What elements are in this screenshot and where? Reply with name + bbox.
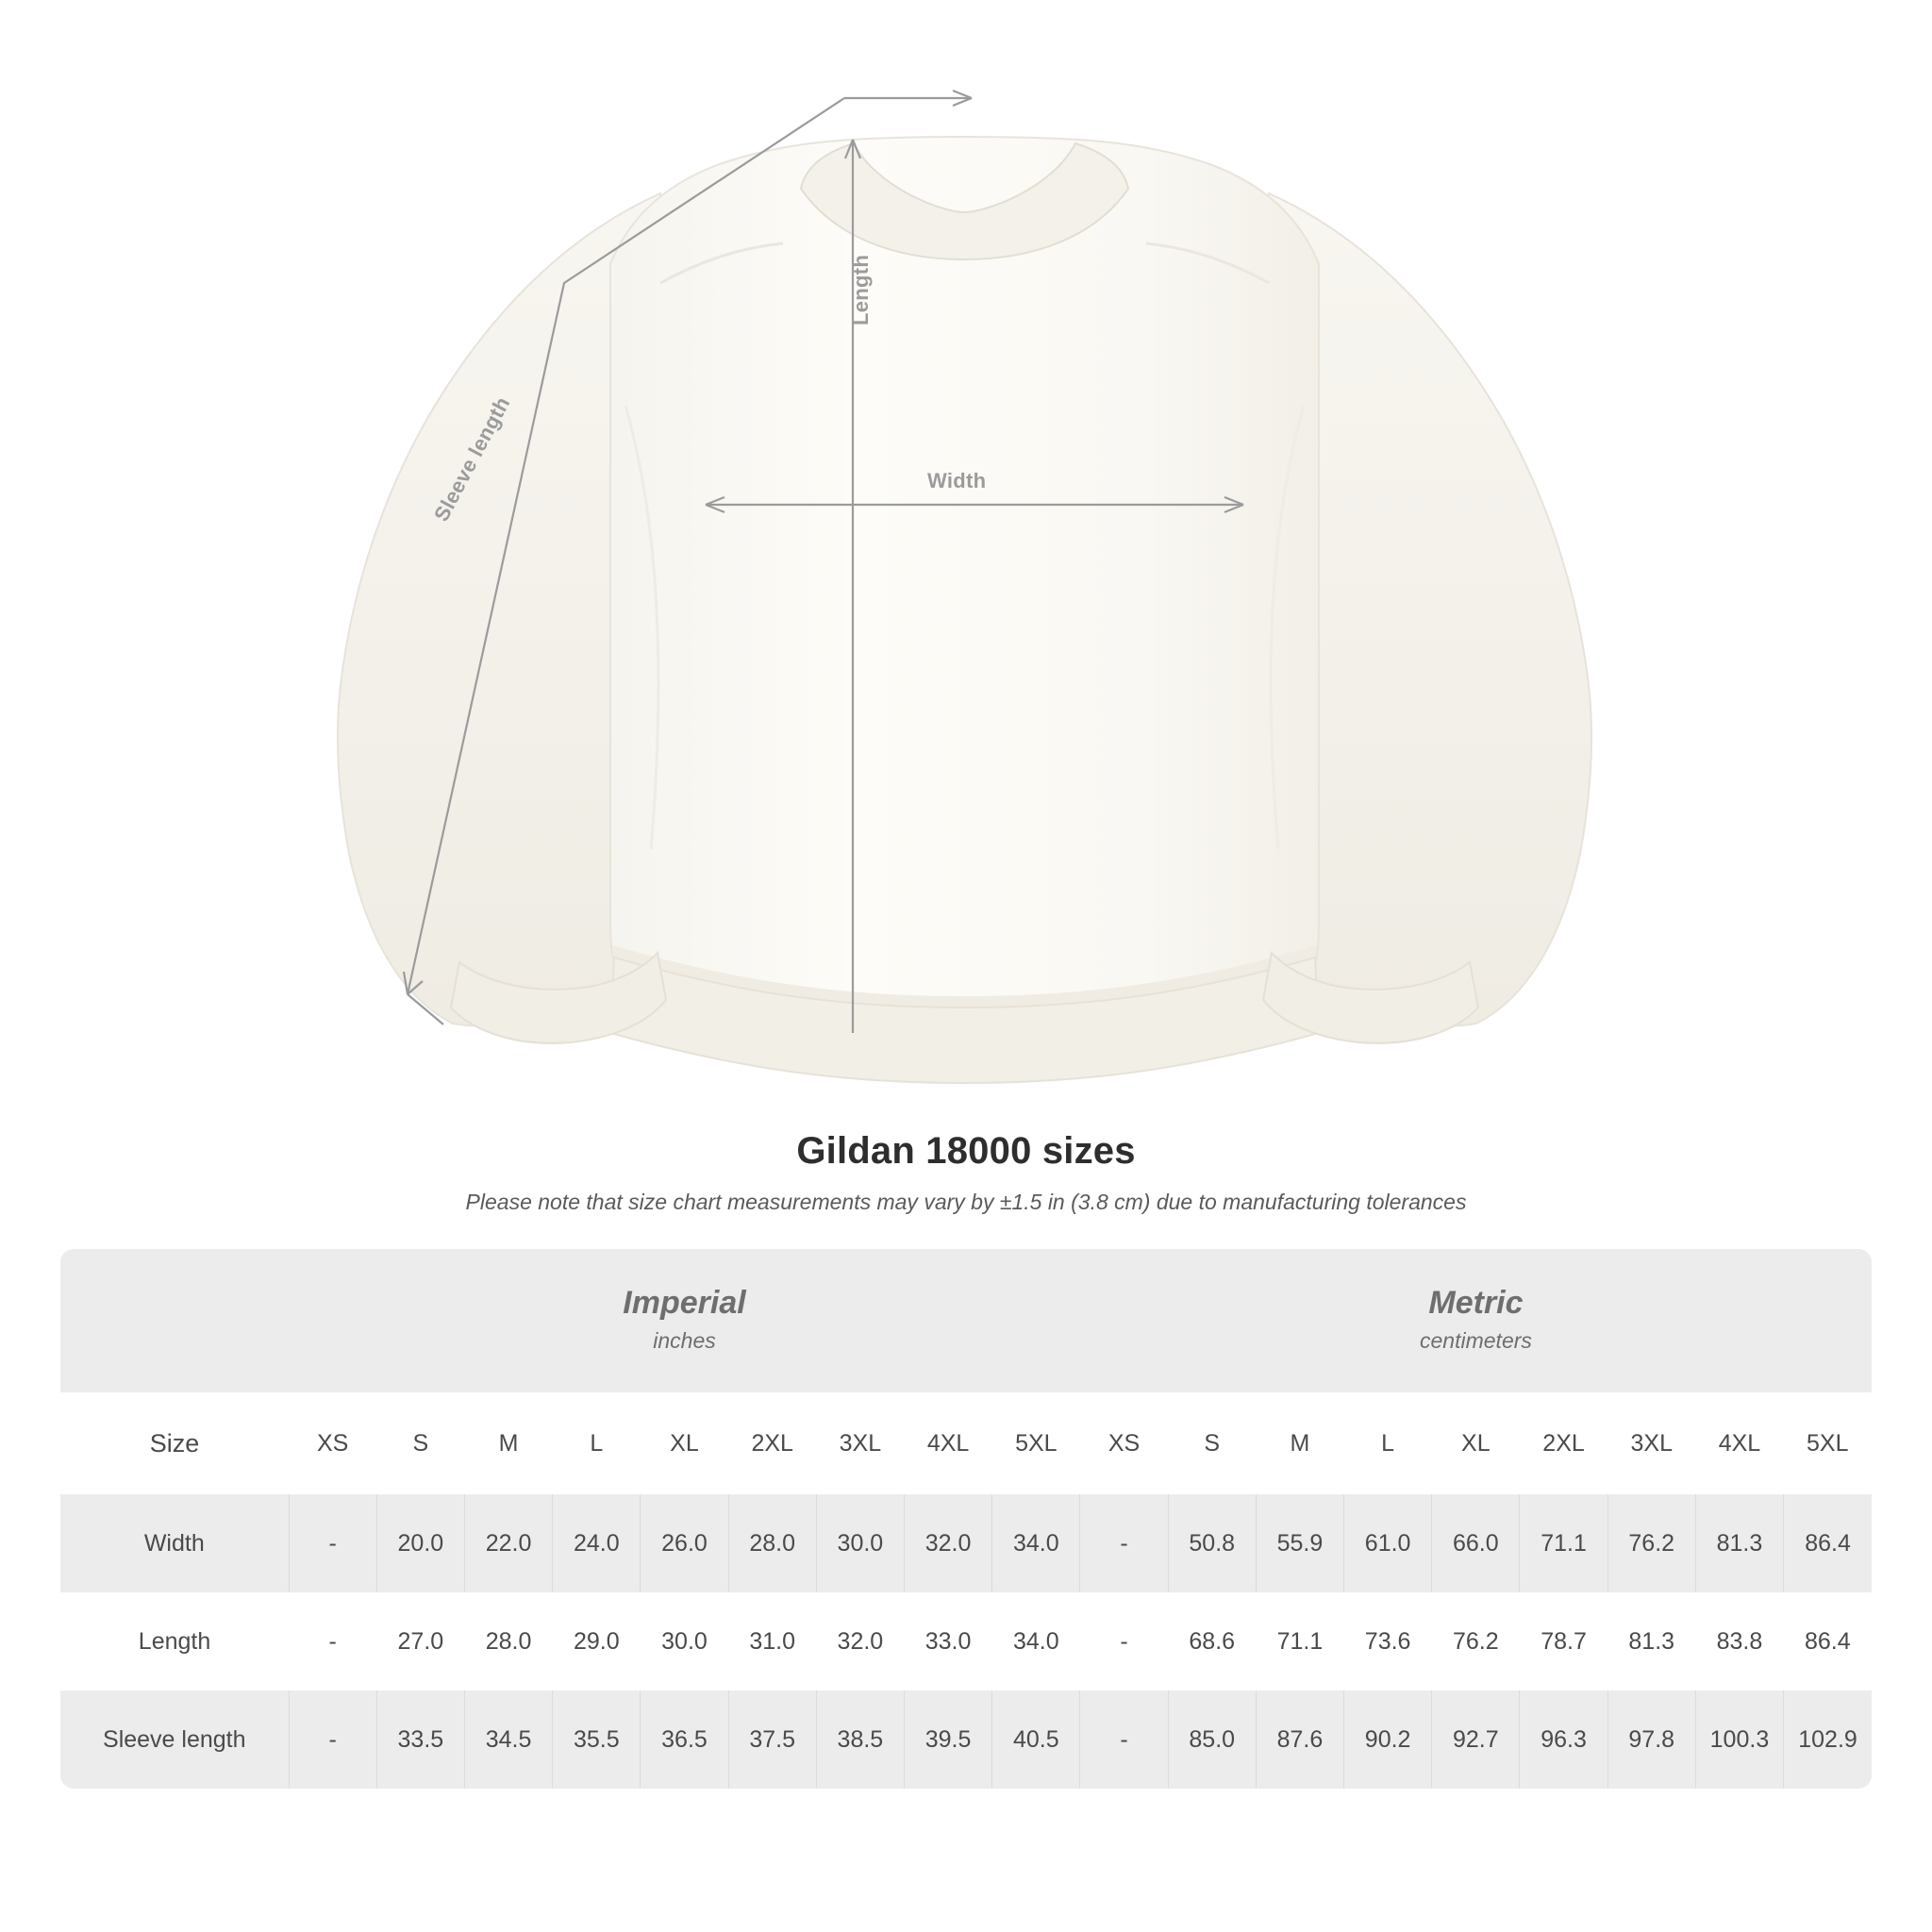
sleeve-3xl-cm: 97.8 xyxy=(1607,1690,1695,1789)
row-label-length: Length xyxy=(60,1592,289,1690)
metric-label: Metric xyxy=(1428,1285,1524,1322)
length-s-in: 27.0 xyxy=(376,1592,464,1690)
size-header-2xl-imperial: 2XL xyxy=(728,1392,816,1494)
size-header-l-imperial: L xyxy=(553,1392,641,1494)
width-2xl-in: 28.0 xyxy=(728,1494,816,1592)
row-label-width: Width xyxy=(60,1494,289,1592)
length-measure-label: Length xyxy=(849,254,873,325)
size-header-s-metric: S xyxy=(1168,1392,1256,1494)
length-xl-cm: 76.2 xyxy=(1432,1592,1520,1690)
width-l-in: 24.0 xyxy=(553,1494,641,1592)
length-3xl-in: 32.0 xyxy=(816,1592,904,1690)
width-m-cm: 55.9 xyxy=(1256,1494,1343,1592)
length-l-cm: 73.6 xyxy=(1344,1592,1432,1690)
length-2xl-cm: 78.7 xyxy=(1520,1592,1607,1690)
length-xs-in: - xyxy=(289,1592,376,1690)
size-table xyxy=(60,1249,1872,1789)
length-xl-in: 30.0 xyxy=(641,1592,728,1690)
metric-unit: centimeters xyxy=(1420,1327,1532,1353)
sleeve-m-in: 34.5 xyxy=(464,1690,552,1789)
size-header-3xl-imperial: 3XL xyxy=(816,1392,904,1494)
width-2xl-cm: 71.1 xyxy=(1520,1494,1607,1592)
sleeve-4xl-in: 39.5 xyxy=(904,1690,991,1789)
width-xs-cm: - xyxy=(1080,1494,1168,1592)
row-label-sleeve-length: Sleeve length xyxy=(60,1690,289,1789)
width-xs-in: - xyxy=(289,1494,376,1592)
size-header-5xl-metric: 5XL xyxy=(1784,1392,1872,1494)
tolerance-note: Please note that size chart measurements may vary by ±1.5 in (3.8 cm) due to manufacturing tolerances xyxy=(465,1190,1467,1214)
sleeve-4xl-cm: 100.3 xyxy=(1695,1690,1783,1789)
size-header-4xl-metric: 4XL xyxy=(1695,1392,1783,1494)
length-4xl-cm: 83.8 xyxy=(1695,1592,1783,1690)
sweatshirt-body xyxy=(610,137,1319,1058)
sleeve-xl-cm: 92.7 xyxy=(1432,1690,1520,1789)
table-row-sleeve-length xyxy=(60,1690,1872,1789)
size-header-5xl-imperial: 5XL xyxy=(992,1392,1080,1494)
width-3xl-in: 30.0 xyxy=(816,1494,904,1592)
width-s-cm: 50.8 xyxy=(1168,1494,1256,1592)
length-4xl-in: 33.0 xyxy=(904,1592,991,1690)
length-s-cm: 68.6 xyxy=(1168,1592,1256,1690)
metric-group-header xyxy=(1080,1249,1872,1392)
sleeve-xl-in: 36.5 xyxy=(641,1690,728,1789)
size-header-xl-imperial: XL xyxy=(641,1392,728,1494)
width-5xl-cm: 86.4 xyxy=(1784,1494,1872,1592)
table-row-width xyxy=(60,1494,1872,1592)
page-title: Gildan 18000 sizes xyxy=(796,1130,1136,1172)
sleeve-m-cm: 87.6 xyxy=(1256,1690,1343,1789)
width-m-in: 22.0 xyxy=(464,1494,552,1592)
length-xs-cm: - xyxy=(1080,1592,1168,1690)
size-table-wrapper xyxy=(60,1249,1872,1789)
size-header-xs-metric: XS xyxy=(1080,1392,1168,1494)
sleeve-2xl-cm: 96.3 xyxy=(1520,1690,1607,1789)
size-header-row xyxy=(60,1392,1872,1494)
sleeve-s-cm: 85.0 xyxy=(1168,1690,1256,1789)
sleeve-length-measure-label: Sleeve length xyxy=(429,392,515,525)
width-s-in: 20.0 xyxy=(376,1494,464,1592)
width-xl-cm: 66.0 xyxy=(1432,1494,1520,1592)
length-m-in: 28.0 xyxy=(464,1592,552,1690)
size-header-l-metric: L xyxy=(1344,1392,1432,1494)
imperial-unit: inches xyxy=(653,1327,716,1353)
size-header-s-imperial: S xyxy=(376,1392,464,1494)
table-row-length xyxy=(60,1592,1872,1690)
sleeve-2xl-in: 37.5 xyxy=(728,1690,816,1789)
length-5xl-in: 34.0 xyxy=(992,1592,1080,1690)
size-row-header: Size xyxy=(60,1392,289,1494)
size-header-2xl-metric: 2XL xyxy=(1520,1392,1607,1494)
width-l-cm: 61.0 xyxy=(1344,1494,1432,1592)
unit-header-row xyxy=(60,1249,1872,1392)
length-2xl-in: 31.0 xyxy=(728,1592,816,1690)
sleeve-5xl-in: 40.5 xyxy=(992,1690,1080,1789)
size-header-3xl-metric: 3XL xyxy=(1607,1392,1695,1494)
length-5xl-cm: 86.4 xyxy=(1784,1592,1872,1690)
width-4xl-in: 32.0 xyxy=(904,1494,991,1592)
sleeve-3xl-in: 38.5 xyxy=(816,1690,904,1789)
size-header-xs-imperial: XS xyxy=(289,1392,376,1494)
sleeve-s-in: 33.5 xyxy=(376,1690,464,1789)
length-3xl-cm: 81.3 xyxy=(1607,1592,1695,1690)
size-header-m-imperial: M xyxy=(464,1392,552,1494)
width-3xl-cm: 76.2 xyxy=(1607,1494,1695,1592)
sleeve-l-cm: 90.2 xyxy=(1344,1690,1432,1789)
sleeve-5xl-cm: 102.9 xyxy=(1784,1690,1872,1789)
unit-corner-cell xyxy=(60,1249,289,1392)
sleeve-xs-in: - xyxy=(289,1690,376,1789)
size-header-m-metric: M xyxy=(1256,1392,1343,1494)
length-l-in: 29.0 xyxy=(553,1592,641,1690)
width-4xl-cm: 81.3 xyxy=(1695,1494,1783,1592)
size-header-xl-metric: XL xyxy=(1432,1392,1520,1494)
sleeve-l-in: 35.5 xyxy=(553,1690,641,1789)
length-m-cm: 71.1 xyxy=(1256,1592,1343,1690)
width-5xl-in: 34.0 xyxy=(992,1494,1080,1592)
size-header-4xl-imperial: 4XL xyxy=(904,1392,991,1494)
imperial-label: Imperial xyxy=(623,1285,746,1322)
imperial-group-header xyxy=(289,1249,1080,1392)
title-block xyxy=(0,1130,1932,1215)
sleeve-xs-cm: - xyxy=(1080,1690,1168,1789)
width-measure-label: Width xyxy=(927,469,987,492)
width-xl-in: 26.0 xyxy=(641,1494,728,1592)
